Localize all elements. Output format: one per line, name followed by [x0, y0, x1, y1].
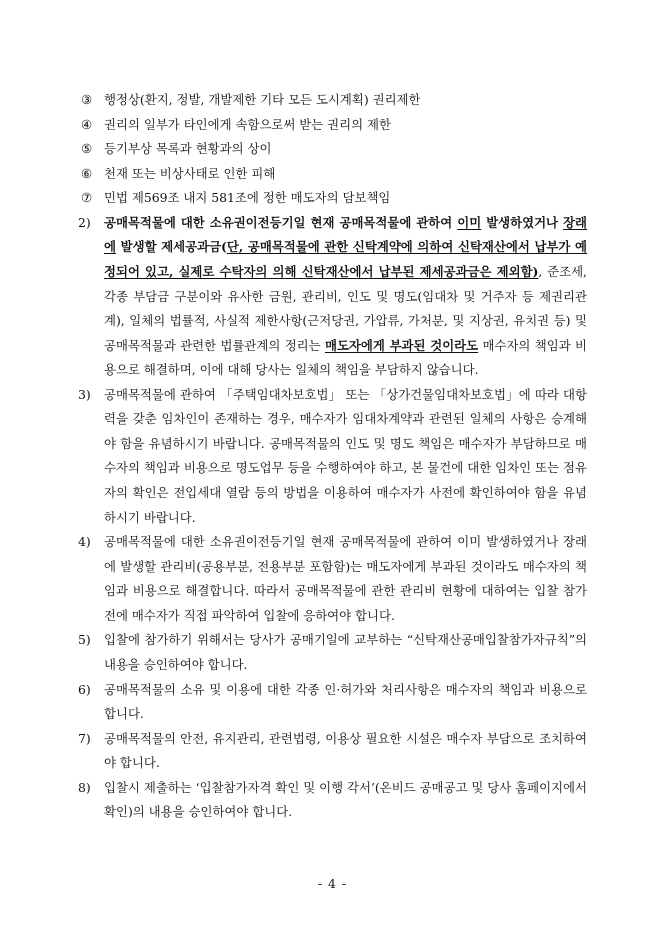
list-item-text: 천재 또는 비상사태로 인한 피해 — [104, 165, 276, 181]
list-item-text: 등기부상 목록과 현황과의 상이 — [104, 141, 272, 157]
list-item — [78, 137, 587, 162]
text-run: 공매목적물에 대한 소유권이전등기일 현재 공매목적물에 관하여 — [104, 214, 458, 230]
document-body — [78, 88, 587, 825]
numbered-clause-list — [78, 211, 587, 825]
text-run: 공매목적물의 안전, 유지관리, 관련법령, 이용상 필요한 시설은 매수자 부담으로 조치하여야 합니다. — [104, 730, 587, 771]
list-item-text — [104, 387, 587, 525]
text-run: 매도자에게 부과된 것이라도 — [324, 337, 479, 353]
list-marker: 7) — [78, 730, 91, 746]
list-marker: 4) — [78, 534, 91, 550]
page-number: - 4 - — [317, 876, 348, 891]
text-run: 입찰시 제출하는 ‘입찰참가자격 확인 및 이행 각서’(온비드 공매공고 및 당사 홈페이지에서 확인)의 내용을 승인하여야 합니다. — [104, 779, 587, 820]
text-run: , 준조세, 각종 부담금 구분이와 유사한 금원, 관리비, 인도 및 명도(임대차 및 거주자 등 제권리관계), 일체의 법률적, 사실적 제한사항(근저당권, 가압류, 가처분, 및 지상권, 유치권 등) 및 공매목적물과 관련한 법률관계의 정리는 — [104, 263, 587, 353]
list-item — [78, 776, 587, 825]
list-marker: 6) — [78, 681, 91, 697]
list-marker: ⑥ — [81, 165, 93, 181]
text-run: 발생하였거나 — [481, 214, 564, 230]
list-item — [78, 113, 587, 138]
list-item — [78, 628, 587, 677]
text-run: 입찰에 참가하기 위해서는 당사가 공매기일에 교부하는 “신탁재산공매입찰참가자규칙”의 내용을 승인하여야 합니다. — [104, 632, 587, 672]
list-marker: ⑤ — [81, 141, 93, 157]
list-item-text: 민법 제569조 내지 581조에 정한 매도자의 담보책임 — [104, 190, 391, 206]
list-item — [78, 211, 587, 383]
list-marker: 2) — [78, 214, 91, 230]
list-item-text — [104, 731, 587, 771]
list-item-text — [104, 534, 587, 623]
list-item-text — [104, 780, 587, 820]
list-item — [78, 530, 587, 628]
list-marker: ⑦ — [81, 190, 93, 206]
list-item — [78, 678, 587, 727]
list-item — [78, 383, 587, 530]
text-run: 이미 — [457, 214, 482, 230]
list-item-text — [104, 682, 587, 722]
text-run: 단, 공매목적물에 관한 신탁계약에 의하여 신탁재산에서 납부가 예정되어 있고, 실제로 수탁자의 의해 신탁재산에서 납부된 제세공과금은 제외함) — [104, 239, 587, 279]
list-item-text: 권리의 일부가 타인에게 속함으로써 받는 권리의 제한 — [104, 116, 391, 132]
list-marker: 3) — [78, 386, 91, 402]
text-run: 발생할 제세공과금( — [115, 239, 227, 255]
text-run: 장래에 — [104, 214, 587, 255]
list-item — [78, 162, 587, 187]
list-item — [78, 727, 587, 776]
text-run: 공매목적물에 관하여 「주택임대차보호법」 또는 「상가건물임대차보호법」에 따라 대항력을 갖춘 임차인이 존재하는 경우, 매수자가 임대차계약과 관련된 일체의 사항은 승계해야 함을 유념하시기 바랍니다. 공매목적물의 인도 및 명도 책임은 매수자가 부담하므로 매수자의 책임과 비용으로 명도업무 등을 수행하여야 하고, 본 물건에 대한 임차인 또는 점유자의 확인은 전입세대 열람 등의 방법을 이용하여 매수자가 사전에 확인하여야 함을 유념하시기 바랍니다. — [104, 386, 587, 525]
list-item-text: 행정상(환지, 정발, 개발제한 기타 모든 도시계획) 권리제한 — [104, 92, 421, 107]
text-run: 공매목적물에 대한 소유권이전등기일 현재 공매목적물에 관하여 이미 발생하였거나 장래에 발생할 관리비(공용부분, 전용부분 포함함)는 매도자에게 부과된 것이라도 매수자의 책임과 비용으로 해결합니다. 따라서 공매목적물에 관한 관리비 현황에 대하여는 입찰 참가 전에 매수자가 직접 파악하여 입찰에 응하여야 합니다. — [104, 534, 587, 623]
list-item-text — [104, 215, 587, 377]
text-run: 공매목적물의 소유 및 이용에 대한 각종 인·허가와 처리사항은 매수자의 책임과 비용으로 합니다. — [104, 681, 587, 722]
list-marker: ④ — [81, 116, 93, 132]
circled-clause-list — [78, 88, 587, 211]
list-item — [78, 88, 587, 113]
list-marker: ③ — [81, 92, 93, 107]
list-item — [78, 186, 587, 211]
text-run: 매수자의 책임과 비용으로 해결하며, 이에 대해 당사는 일체의 책임을 부담하지 않습니다. — [104, 337, 588, 378]
list-marker: 5) — [78, 632, 91, 648]
list-marker: 8) — [78, 779, 91, 795]
list-item-text — [104, 632, 587, 672]
